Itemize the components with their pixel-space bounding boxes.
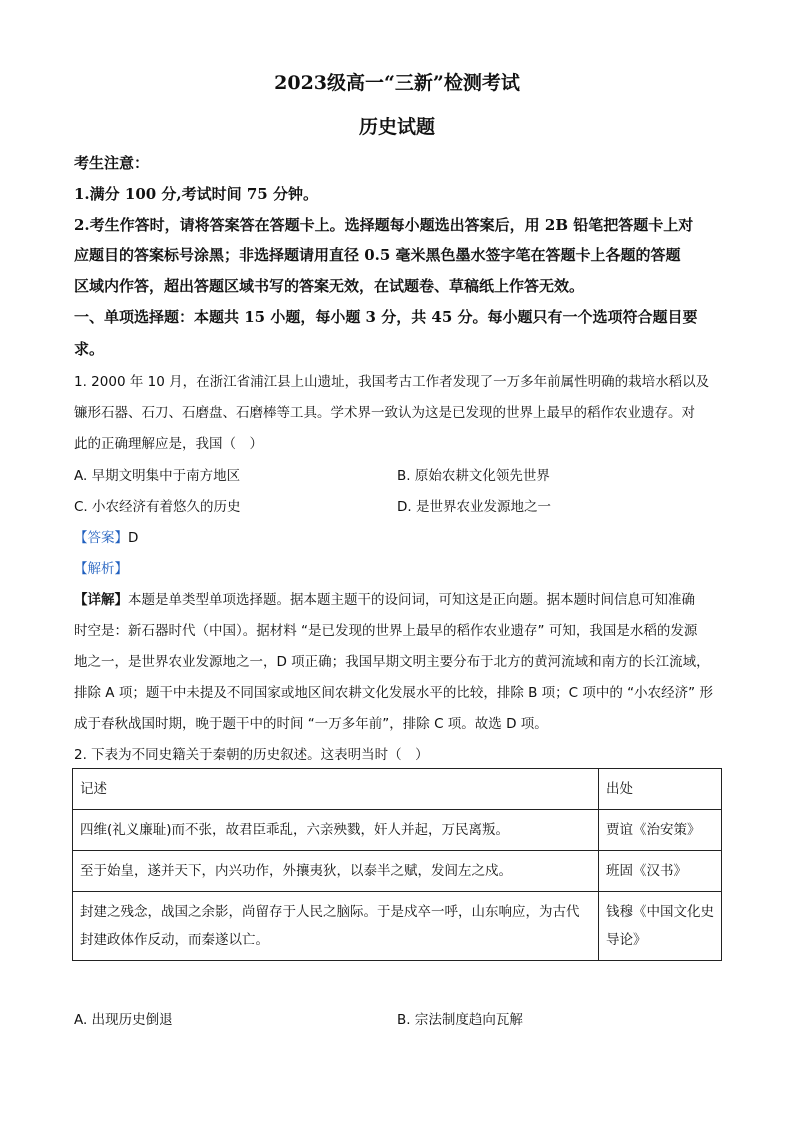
exam-title: 2023级高一“三新”检测考试 — [274, 72, 520, 94]
table-cell: 至于始皇，遂并天下，内兴功作，外攘夷狄，以泰半之赋，发闾左之戍。 — [73, 851, 599, 892]
table-cell: 封建之残念，战国之余影，尚留存于人民之脑际。于是戍卒一呼，山东响应，为古代封建政体作反动，而秦遂以亡。 — [73, 892, 599, 961]
table-header-row — [73, 769, 722, 810]
detail-tag: 【详解】 — [74, 592, 128, 608]
table-header-cell: 记述 — [73, 769, 599, 810]
q1-option-d: D. 是世界农业发源地之一 — [397, 499, 551, 515]
section-heading-line-1: 一、单项选择题：本题共 15 小题，每小题 3 分，共 45 分。每小题只有一个选项符合题目要 — [74, 308, 698, 326]
table-header-cell: 出处 — [599, 769, 722, 810]
answer-value: D — [128, 530, 139, 546]
q1-detail-line-1 — [74, 588, 724, 608]
q1-detail-line-4: 排除 A 项；题干中未提及不同国家或地区间农耕文化发展水平的比较，排除 B 项；C 项中的 “小农经济” 形 — [74, 685, 713, 701]
q1-detail-line-3: 地之一，是世界农业发源地之一，D 项正确；我国早期文明主要分布于北方的黄河流域和南方的长江流域， — [74, 654, 710, 670]
table-cell: 四维(礼义廉耻)而不张，故君臣乖乱，六亲殃戮，奸人并起，万民离叛。 — [73, 810, 599, 851]
q1-stem-line-2: 镰形石器、石刀、石磨盘、石磨棒等工具。学术界一致认为这是已发现的世界上最早的稻作农业遗存。对 — [74, 405, 695, 421]
table-cell: 贾谊《治安策》 — [599, 810, 722, 851]
answer-tag: 【答案】 — [74, 530, 128, 546]
q1-stem-line-1: 1. 2000 年 10 月，在浙江省浦江县上山遗址，我国考古工作者发现了一万多年前属性明确的栽培水稻以及 — [74, 374, 710, 390]
analysis-tag: 【解析】 — [74, 561, 128, 577]
q1-option-b: B. 原始农耕文化领先世界 — [397, 468, 550, 484]
q1-option-a: A. 早期文明集中于南方地区 — [74, 468, 241, 484]
q1-option-c: C. 小农经济有着悠久的历史 — [74, 499, 241, 515]
notice-item-2-line-3: 区域内作答，超出答题区域书写的答案无效，在试题卷、草稿纸上作答无效。 — [74, 277, 585, 295]
notice-heading: 考生注意： — [74, 154, 150, 172]
q2-table — [72, 768, 722, 961]
table-cell: 班固《汉书》 — [599, 851, 722, 892]
q2-option-b: B. 宗法制度趋向瓦解 — [397, 1012, 523, 1028]
notice-item-2-line-2: 应题目的答案标号涂黑；非选择题请用直径 0.5 毫米黑色墨水签字笔在答题卡上各题的答题 — [74, 246, 681, 264]
section-heading-line-2: 求。 — [74, 340, 105, 358]
q1-answer — [74, 526, 724, 546]
notice-item-2-line-1: 2.考生作答时，请将答案答在答题卡上。选择题每小题选出答案后，用 2B 铅笔把答题卡上对 — [74, 216, 694, 234]
notice-item-1: 1.满分 100 分,考试时间 75 分钟。 — [74, 185, 318, 203]
q1-detail-line-2: 时空是：新石器时代（中国）。据材料 “是已发现的世界上最早的稻作农业遗存” 可知，我国是水稻的发源 — [74, 623, 698, 639]
table-row — [73, 810, 722, 851]
table-row — [73, 851, 722, 892]
table-cell: 钱穆《中国文化史导论》 — [599, 892, 722, 961]
q2-option-a: A. 出现历史倒退 — [74, 1012, 173, 1028]
q2-stem: 2. 下表为不同史籍关于秦朝的历史叙述。这表明当时（ ） — [74, 747, 429, 763]
table-row — [73, 892, 722, 961]
detail-text-1: 本题是单类型单项选择题。据本题主题干的设问词，可知这是正向题。据本题时间信息可知准确 — [128, 592, 695, 608]
exam-subject: 历史试题 — [358, 116, 435, 138]
q1-analysis — [74, 557, 724, 577]
q1-stem-line-3: 此的正确理解应是，我国（ ） — [74, 436, 263, 452]
q1-detail-line-5: 成于春秋战国时期，晚于题干中的时间 “一万多年前”，排除 C 项。故选 D 项。 — [74, 716, 548, 732]
